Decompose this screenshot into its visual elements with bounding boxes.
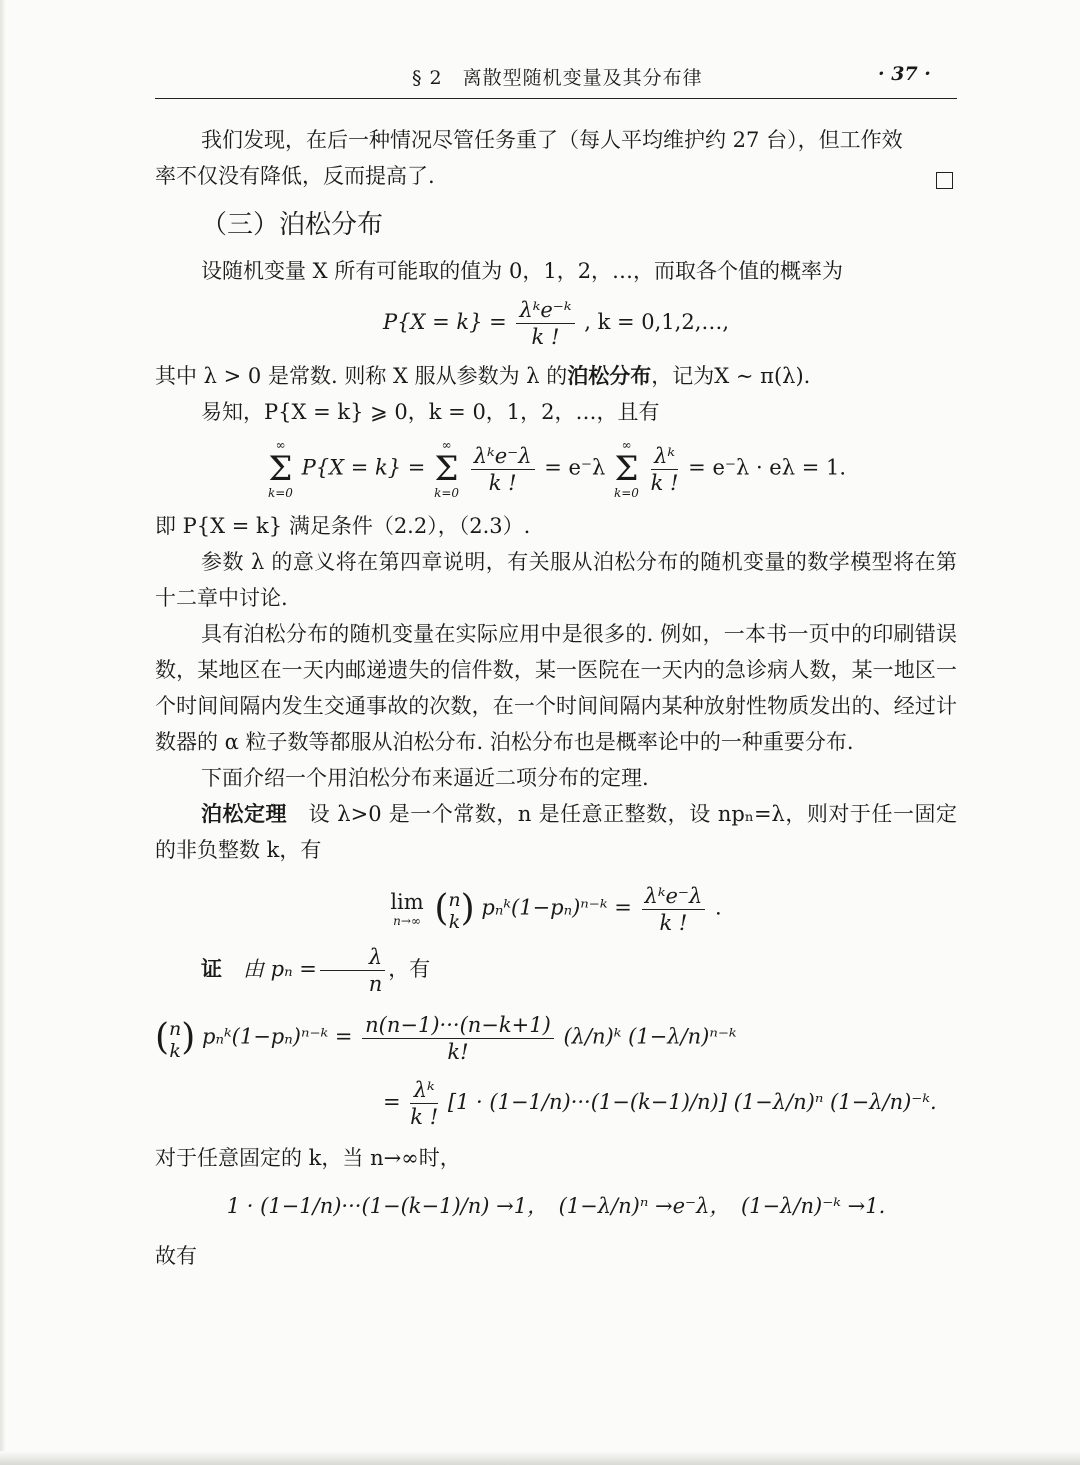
numerator: λᵏ [651, 443, 679, 470]
fraction [410, 1077, 438, 1130]
formula-part: , k = 0,1,2,…, [584, 310, 730, 334]
numerator: λᵏe⁻ᵏ [516, 297, 574, 324]
formula-expansion [155, 1011, 957, 1065]
fraction [642, 883, 706, 936]
binomial-coefficient: (n k) [155, 1017, 196, 1062]
denominator: n [368, 972, 383, 996]
formula-part: (λ/n)ᵏ (1−λ/n)ⁿ⁻ᵏ [563, 1024, 737, 1049]
denominator: k ! [410, 1105, 439, 1129]
paragraph: 易知，P{X = k} ⩾ 0，k = 0，1，2，…，且有 [201, 400, 660, 424]
paragraph: 对于任意固定的 k，当 n→∞时， [155, 1146, 461, 1170]
text: 设 λ>0 是一个常数，n 是任意正整数，设 npₙ=λ，则对于任一固定的非负整数 k，有 [155, 802, 958, 862]
text: ，记为X ∼ π(λ). [651, 364, 811, 388]
theorem-statement [155, 796, 957, 868]
sum-lower: k=0 [434, 486, 460, 500]
formula-part: pₙᵏ(1−pₙ)ⁿ⁻ᵏ = [481, 895, 632, 920]
qed-box-icon [936, 172, 953, 189]
sum-symbol: ∞ Σ k=0 [434, 438, 460, 500]
paragraph: 故有 [155, 1244, 197, 1268]
running-head [0, 63, 1080, 97]
formula-part: = e⁻λ · eλ = 1. [688, 455, 847, 480]
term-bold: 泊松分布 [567, 364, 652, 388]
sum-lower: k=0 [613, 486, 639, 500]
formula-poisson-limit [155, 882, 957, 936]
paragraph-line: 我们发现，在后一种情况尽管任务重了（每人平均维护约 27 台），但工作效 [201, 128, 903, 152]
proof-label: 证 [201, 957, 222, 981]
paragraph: 下面介绍一个用泊松分布来逼近二项分布的定理. [201, 766, 649, 790]
fraction [471, 443, 535, 496]
page-number: · 37 · [878, 63, 931, 85]
limit-operator [390, 890, 423, 928]
formula-limits [155, 1190, 957, 1220]
formula-rearranged [155, 1077, 957, 1130]
sum-symbol: ∞ Σ k=0 [267, 438, 293, 500]
sum-upper: ∞ [275, 438, 286, 452]
formula-part: P{X = k} = [382, 310, 507, 334]
paragraph: 参数 λ 的意义将在第四章说明，有关服从泊松分布的随机变量的数学模型将在第十二章中讨论. [155, 550, 957, 610]
sum-lower: k=0 [267, 486, 293, 500]
numerator: λ [320, 944, 385, 971]
fraction [516, 297, 574, 350]
formula-part: P{X = k} = [301, 455, 426, 480]
numerator: λᵏe⁻λ [471, 443, 535, 470]
numerator: λᵏ [410, 1077, 438, 1104]
fraction [651, 443, 679, 496]
denominator: k ! [659, 910, 688, 935]
paragraph: 具有泊松分布的随机变量在实际应用中是很多的. 例如，一本书一页中的印刷错误数，某地区在一天内邮递遗失的信件数，某一医院在一天内的急诊病人数，某一地区一个时间间隔内发生交通事故的次数，在一个时间间隔内某种放射性物质发出的、经过计数器的 α 粒子数等都服从泊松分布. 泊松分布也是概率论中的一种重要分布. [155, 622, 957, 754]
proof-intro [155, 944, 957, 997]
denominator: k! [447, 1039, 469, 1064]
page-scan-bottom-edge [0, 1451, 1080, 1465]
sum-symbol: ∞ Σ k=0 [613, 438, 639, 500]
paragraph: 即 P{X = k} 满足条件（2.2），（2.3）. [155, 514, 531, 538]
sum-upper: ∞ [621, 438, 632, 452]
numerator: λᵏe⁻λ [642, 883, 706, 910]
denominator: k ! [488, 470, 517, 495]
formula-part: 1 · (1−1/n)···(1−(k−1)/n) →1， (1−λ/n)ⁿ →e⁻λ， (1−λ/n)⁻ᵏ →1. [226, 1194, 886, 1218]
limit-subscript: n→∞ [393, 914, 421, 928]
sum-upper: ∞ [441, 438, 452, 452]
text: 其中 λ > 0 是常数. 则称 X 服从参数为 λ 的 [155, 364, 568, 388]
section-running-title: § 2 离散型随机变量及其分布律 [412, 67, 703, 89]
page-body [155, 122, 957, 1274]
formula-poisson-pmf [155, 297, 957, 350]
text: ，有 [388, 957, 431, 981]
formula-part: . [715, 895, 722, 920]
formula-part: pₙᵏ(1−pₙ)ⁿ⁻ᵏ = [202, 1024, 353, 1049]
binomial-coefficient: (n k) [434, 888, 475, 933]
paragraph-conclusion [155, 122, 957, 194]
header-rule [155, 98, 957, 99]
denominator: k ! [650, 470, 679, 495]
formula-part: = e⁻λ [544, 455, 606, 480]
formula-part: [1 · (1−1/n)···(1−(k−1)/n)] (1−λ/n)ⁿ (1−λ/n)⁻ᵏ. [447, 1090, 937, 1114]
theorem-label: 泊松定理 [201, 802, 288, 826]
fraction [320, 944, 385, 997]
denominator: k ! [531, 325, 560, 349]
text: 由 pₙ = [222, 957, 317, 981]
section-heading: （三）泊松分布 [201, 210, 384, 240]
page-scan-edge [0, 0, 6, 1465]
paragraph-definition [155, 358, 957, 394]
formula-normalization [155, 438, 957, 500]
paragraph: 设随机变量 X 所有可能取的值为 0，1，2，…，而取各个值的概率为 [201, 259, 844, 283]
numerator: n(n−1)···(n−k+1) [362, 1012, 554, 1039]
paragraph-line: 率不仅没有降低，反而提高了. [155, 164, 435, 188]
formula-part: = [383, 1090, 401, 1114]
fraction [362, 1012, 554, 1065]
limit-text: lim [390, 890, 424, 914]
